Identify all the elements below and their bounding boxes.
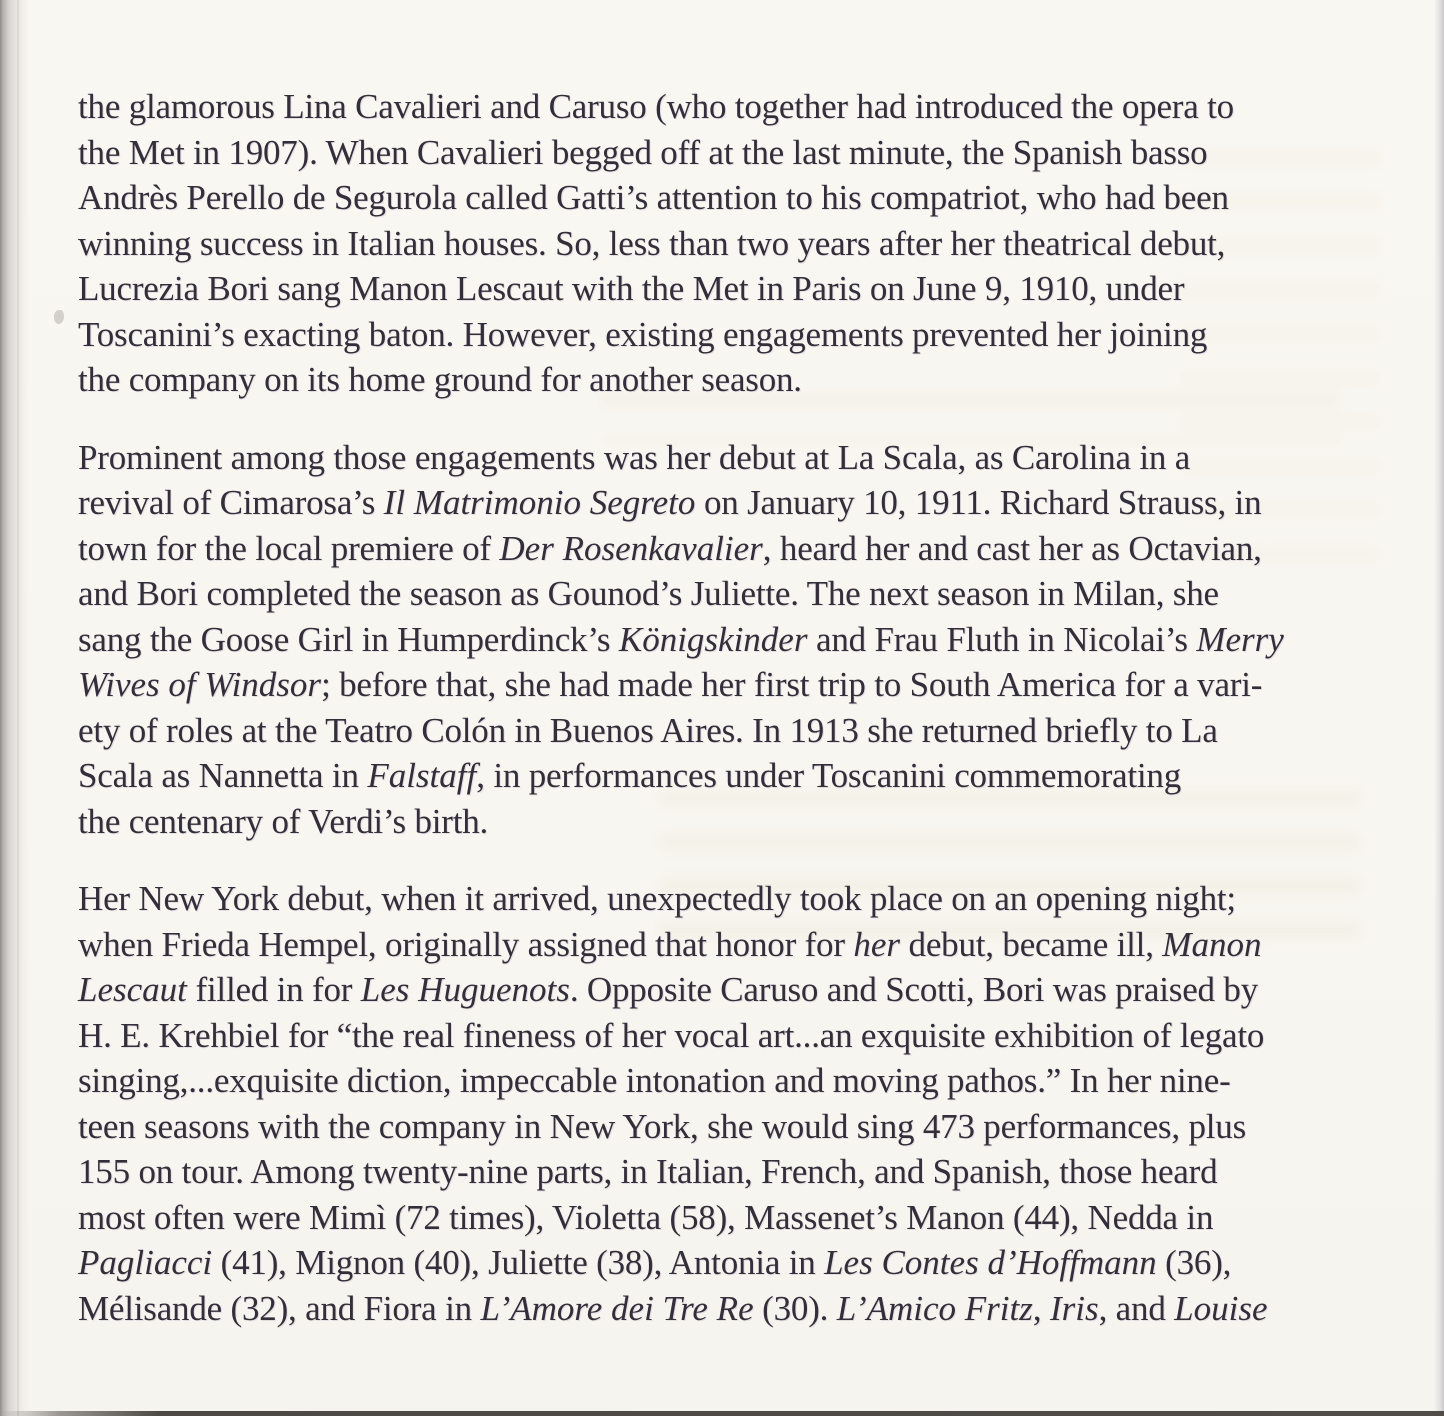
text-line: [78, 526, 1378, 572]
text-line: [78, 876, 1378, 922]
text-line: [78, 357, 1378, 403]
text-run: the company on its home ground for another season.: [78, 360, 802, 399]
text-line: [78, 221, 1378, 267]
text-line: [78, 967, 1378, 1013]
text-run: when Frieda Hempel, originally assigned that honor for: [78, 924, 854, 964]
text-run: revival of Cimarosa’s: [78, 483, 384, 522]
text-run: singing,...exquisite diction, impeccable intonation and moving pathos.” In her nine-: [78, 1061, 1231, 1100]
text-run: teen seasons with the company in New York, she would sing 473 performances, plus: [78, 1106, 1246, 1146]
text-run: Andrès Perello de Segurola called Gatti’s attention to his compatriot, who had been: [78, 178, 1229, 217]
text-line: [78, 435, 1378, 481]
text-run: and Frau Fluth in Nicolai’s: [807, 619, 1197, 659]
text-line: [78, 1286, 1378, 1332]
text-line: [78, 312, 1378, 358]
text-line: [78, 1104, 1378, 1150]
text-run: the centenary of Verdi’s birth.: [78, 801, 489, 841]
text-line: [78, 1058, 1378, 1104]
text-line: [78, 130, 1378, 176]
scanner-bottom-edge-line: [0, 1411, 1444, 1416]
text-run: (41), Mignon (40), Juliette (38), Antonia in: [212, 1243, 825, 1282]
text-line: [78, 1013, 1378, 1059]
paragraph: [78, 876, 1378, 1331]
italic-text-run: Lescaut: [78, 970, 187, 1009]
text-line: [78, 1149, 1378, 1195]
italic-text-run: Les Huguenots: [360, 970, 570, 1009]
italic-text-run: Iris: [1049, 1288, 1099, 1328]
text-run: , in performances under Toscanini commemorating: [476, 756, 1182, 795]
text-run: the Met in 1907). When Cavalieri begged off at the last minute, the Spanish basso: [78, 132, 1208, 172]
text-run: 155 on tour. Among twenty-nine parts, in Italian, French, and Spanish, those heard: [78, 1152, 1218, 1191]
page-spine-shadow: [0, 0, 30, 1416]
text-run: Toscanini’s exacting baton. However, existing engagements prevented her joining: [78, 314, 1208, 354]
text-run: Lucrezia Bori sang Manon Lescaut with the Met in Paris on June 9, 1910, under: [78, 269, 1185, 308]
italic-text-run: Les Contes d’Hoffmann: [824, 1243, 1157, 1282]
text-line: [78, 266, 1378, 312]
italic-text-run: L’Amore dei Tre Re: [480, 1288, 754, 1328]
text-run: Scala as Nannetta in: [78, 756, 368, 795]
italic-text-run: Louise: [1174, 1288, 1268, 1328]
italic-text-run: Merry: [1196, 619, 1284, 659]
text-line: [78, 480, 1378, 526]
text-line: [78, 571, 1378, 617]
text-run: . Opposite Caruso and Scotti, Bori was praised by: [569, 970, 1258, 1009]
italic-text-run: Falstaff: [367, 756, 477, 795]
scan-speck: [54, 310, 64, 324]
italic-text-run: Der Rosenkavalier: [499, 528, 763, 568]
page-right-edge: [1434, 0, 1444, 1416]
text-run: , heard her and cast her as Octavian,: [762, 528, 1262, 568]
italic-text-run: Manon: [1162, 924, 1262, 964]
italic-text-run: Königskinder: [618, 619, 808, 659]
italic-text-run: L’Amico Fritz: [836, 1288, 1033, 1328]
text-run: (36),: [1156, 1243, 1232, 1282]
text-line: [78, 175, 1378, 221]
page-spine-crease: [17, 0, 19, 1416]
text-run: Her New York debut, when it arrived, unexpectedly took place on an opening night;: [78, 879, 1236, 918]
text-run: filled in for: [186, 970, 361, 1009]
text-run: ety of roles at the Teatro Colón in Buenos Aires. In 1913 she returned briefly to La: [78, 710, 1218, 750]
paragraph: [78, 84, 1378, 403]
text-line: [78, 708, 1378, 754]
text-run: the glamorous Lina Cavalieri and Caruso (who together had introduced the opera to: [78, 87, 1234, 126]
text-run: most often were Mimì (72 times), Violetta (58), Massenet’s Manon (44), Nedda in: [78, 1197, 1214, 1237]
text-run: (30).: [753, 1288, 837, 1328]
italic-text-run: Il Matrimonio Segreto: [383, 483, 696, 522]
text-run: Mélisande (32), and Fiora in: [78, 1288, 481, 1328]
text-line: [78, 662, 1378, 708]
text-run: sang the Goose Girl in Humperdinck’s: [78, 619, 619, 659]
text-run: ,: [1032, 1288, 1050, 1328]
italic-text-run: her: [853, 924, 900, 964]
text-run: Prominent among those engagements was her debut at La Scala, as Carolina in a: [78, 437, 1191, 477]
italic-text-run: Wives of Windsor: [78, 665, 322, 704]
text-line: [78, 1240, 1378, 1286]
text-run: debut, became ill,: [900, 924, 1163, 964]
paragraph: [78, 435, 1378, 845]
text-line: [78, 617, 1378, 663]
italic-text-run: Pagliacci: [78, 1243, 213, 1282]
text-line: [78, 753, 1378, 799]
text-run: ; before that, she had made her first trip to South America for a vari-: [321, 665, 1263, 704]
text-line: [78, 922, 1378, 968]
text-run: on January 10, 1911. Richard Strauss, in: [695, 483, 1262, 522]
text-run: and Bori completed the season as Gounod’s Juliette. The next season in Milan, she: [78, 574, 1219, 613]
text-run: , and: [1098, 1288, 1175, 1328]
body-text: [78, 84, 1378, 1363]
text-run: town for the local premiere of: [78, 528, 500, 568]
text-run: winning success in Italian houses. So, less than two years after her theatrical debut,: [78, 223, 1226, 263]
text-line: [78, 84, 1378, 130]
text-run: H. E. Krehbiel for “the real fineness of her vocal art...an exquisite exhibition of legato: [78, 1015, 1265, 1055]
text-line: [78, 1195, 1378, 1241]
text-line: [78, 799, 1378, 845]
